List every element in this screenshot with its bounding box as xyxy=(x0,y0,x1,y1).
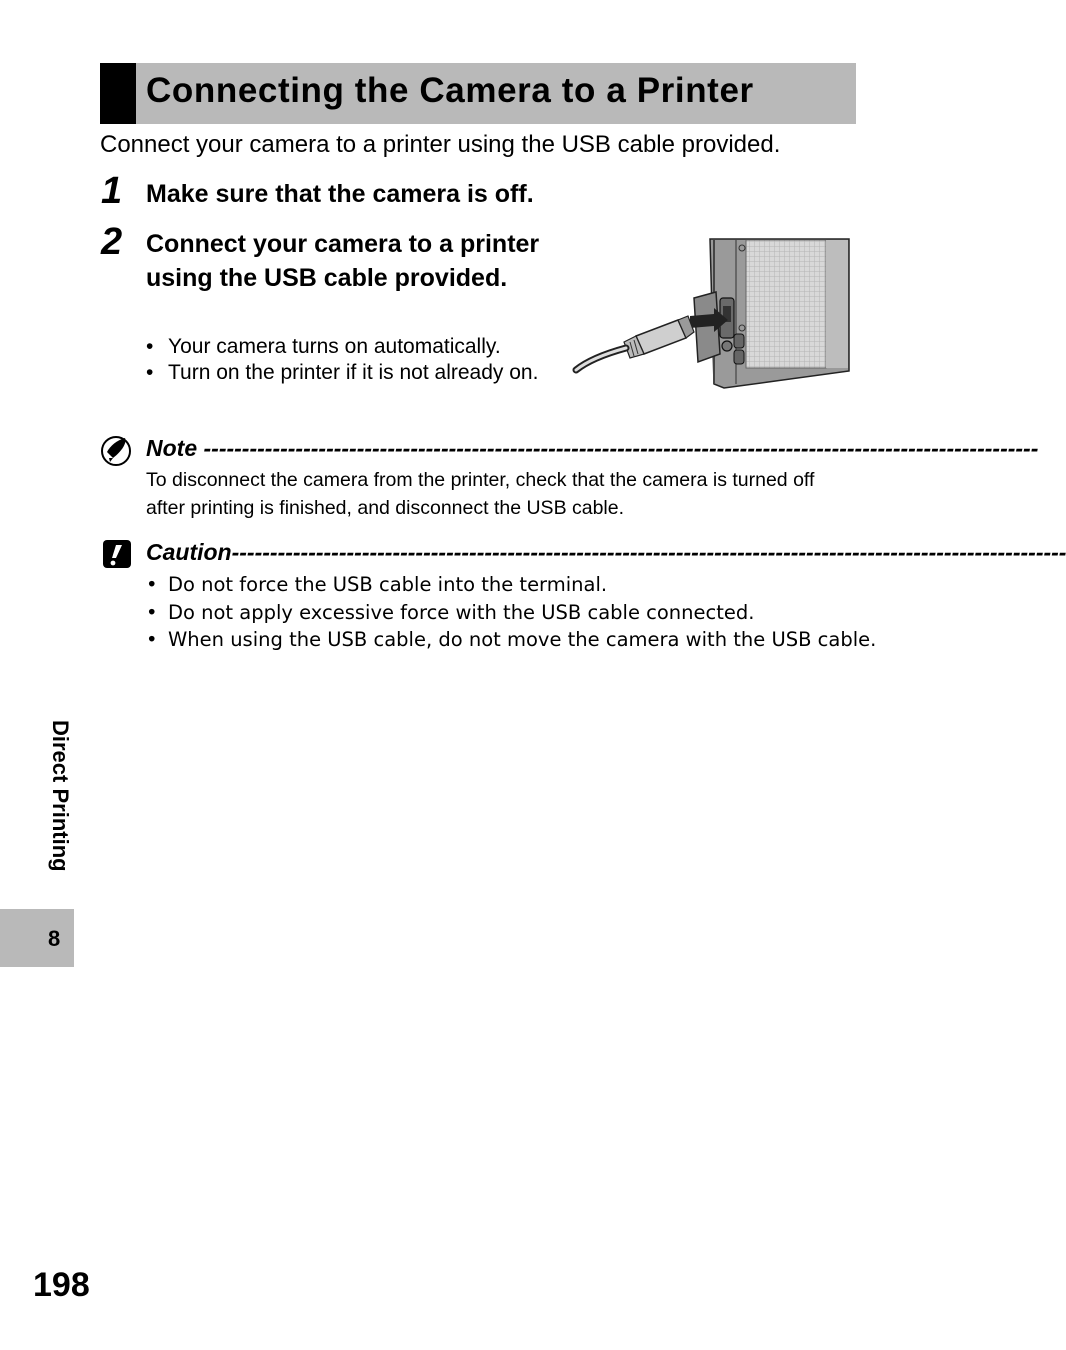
camera-usb-connection-illustration xyxy=(574,236,854,396)
list-item: • Turn on the printer if it is not already on. xyxy=(146,360,539,384)
list-item: • When using the USB cable, do not move the camera with the USB cable. xyxy=(146,628,877,651)
caution-bullets xyxy=(146,571,876,654)
note-heading: Note ------------------------------------------------------------------------------------------------------------- xyxy=(146,435,1039,461)
intro-text: Connect your camera to a printer using the USB cable provided. xyxy=(100,131,781,158)
section-side-label: Direct Printing xyxy=(48,720,73,872)
step-2-number: 2 xyxy=(101,221,123,263)
page-number: 198 xyxy=(33,1266,90,1304)
list-item: • Do not apply excessive force with the USB cable connected. xyxy=(146,600,755,624)
step-1-text: Make sure that the camera is off. xyxy=(146,180,534,208)
caution-icon xyxy=(102,539,132,569)
chapter-number: 8 xyxy=(48,926,61,951)
list-item: • Your camera turns on automatically. xyxy=(146,335,501,358)
step-2-bullets xyxy=(146,334,538,385)
note-text: To disconnect the camera from the printer, check that the camera is turned off after printing is finished, and disconnect the USB cable. xyxy=(146,469,815,519)
step-2-text: Connect your camera to a printer using the USB cable provided. xyxy=(146,230,540,292)
note-pencil-icon xyxy=(101,434,133,466)
page-title: Connecting the Camera to a Printer xyxy=(146,71,754,110)
title-block-marker xyxy=(100,63,136,124)
title-bar xyxy=(100,63,856,124)
list-item: • Do not force the USB cable into the terminal. xyxy=(146,573,608,596)
caution-heading: Caution------------------------------------------------------------------------------------------------------------- xyxy=(146,539,1066,565)
chapter-tab xyxy=(0,909,74,967)
step-1-number: 1 xyxy=(101,170,123,212)
